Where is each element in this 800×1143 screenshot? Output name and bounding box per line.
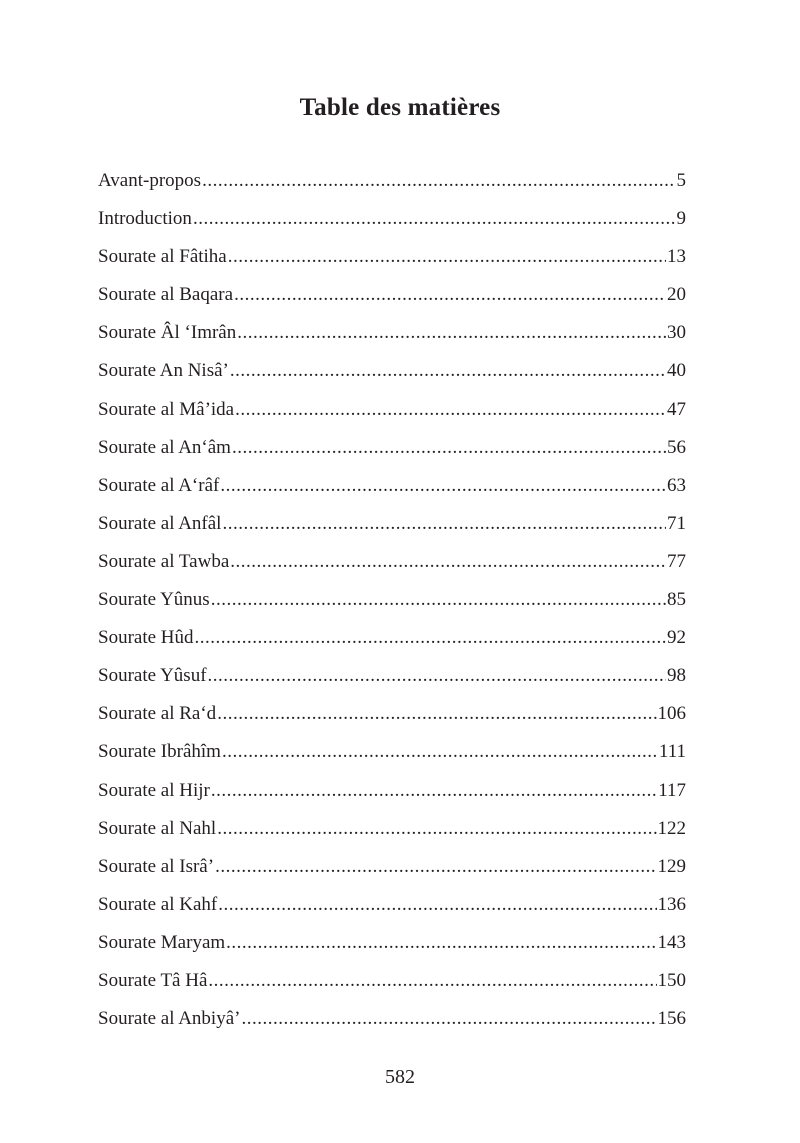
- toc-entry-label: Introduction: [98, 208, 192, 230]
- toc-entry: [98, 429, 686, 467]
- toc-dot-leader: [217, 695, 656, 733]
- toc-dot-leader: [232, 429, 666, 467]
- toc-entry-page: 47: [667, 398, 686, 420]
- toc-entry-page: 56: [667, 436, 686, 458]
- toc-entry-label: Sourate al Tawba: [98, 550, 230, 572]
- toc-dot-leader: [230, 543, 666, 581]
- page-title: Table des matières: [299, 94, 501, 121]
- toc-entry-label: Sourate al Baqara: [98, 284, 234, 306]
- toc-entry-page: 71: [667, 512, 686, 534]
- table-of-contents: [98, 162, 686, 1038]
- toc-dot-leader: [241, 1000, 656, 1038]
- toc-dot-leader: [208, 657, 666, 695]
- toc-entry-page: 5: [676, 170, 686, 191]
- toc-entry-label: Sourate al A‘râf: [98, 474, 220, 496]
- toc-dot-leader: [220, 467, 666, 505]
- toc-entry-label: Sourate Maryam: [98, 931, 226, 953]
- toc-entry: [98, 733, 686, 771]
- toc-entry-label: Sourate al Isrâ’: [98, 855, 215, 877]
- toc-entry-label: Sourate al Nahl: [98, 817, 217, 839]
- toc-entry-page: 111: [658, 741, 686, 763]
- toc-dot-leader: [228, 238, 666, 276]
- toc-entry-page: 150: [657, 969, 686, 991]
- toc-dot-leader: [222, 505, 666, 543]
- toc-entry: [98, 924, 686, 962]
- toc-entry-label: Sourate Yûnus: [98, 589, 210, 611]
- toc-entry: [98, 200, 686, 238]
- toc-entry-label: Sourate al An‘âm: [98, 436, 231, 458]
- toc-entry: [98, 352, 686, 390]
- toc-entry-page: 13: [667, 246, 686, 268]
- page-number: 582: [385, 1066, 415, 1088]
- toc-entry: [98, 848, 686, 886]
- toc-entry-label: Sourate Hûd: [98, 627, 194, 649]
- toc-dot-leader: [217, 810, 656, 848]
- toc-dot-leader: [208, 962, 656, 1000]
- toc-entry-page: 106: [657, 703, 686, 725]
- toc-dot-leader: [230, 352, 666, 390]
- toc-dot-leader: [237, 314, 666, 352]
- toc-entry-page: 98: [667, 665, 686, 687]
- toc-entry: [98, 467, 686, 505]
- toc-dot-leader: [234, 276, 666, 314]
- toc-entry: [98, 276, 686, 314]
- toc-entry-label: Sourate al Kahf: [98, 893, 218, 915]
- toc-entry-page: 30: [667, 322, 686, 344]
- toc-entry: [98, 810, 686, 848]
- toc-entry-label: Avant-propos: [98, 170, 202, 191]
- toc-dot-leader: [215, 848, 656, 886]
- toc-entry-page: 122: [657, 817, 686, 839]
- toc-entry-page: 117: [658, 779, 686, 801]
- toc-dot-leader: [211, 772, 657, 810]
- toc-entry: [98, 391, 686, 429]
- toc-entry: [98, 619, 686, 657]
- toc-entry-label: Sourate al Ra‘d: [98, 703, 217, 725]
- toc-entry-label: Sourate al Mâ’ida: [98, 398, 235, 420]
- toc-entry-page: 40: [667, 360, 686, 382]
- toc-dot-leader: [195, 619, 666, 657]
- toc-entry-label: Sourate Ibrâhîm: [98, 741, 221, 763]
- toc-entry: [98, 162, 686, 200]
- toc-entry-label: Sourate al Fâtiha: [98, 246, 227, 268]
- toc-entry: [98, 772, 686, 810]
- toc-entry-page: 143: [657, 931, 686, 953]
- toc-dot-leader: [211, 581, 666, 619]
- toc-entry-label: Sourate Âl ‘Imrân: [98, 322, 237, 344]
- toc-entry-page: 129: [657, 855, 686, 877]
- toc-entry-label: Sourate Yûsuf: [98, 665, 207, 687]
- toc-entry: [98, 238, 686, 276]
- toc-dot-leader: [193, 200, 676, 238]
- toc-entry-label: Sourate al Hijr: [98, 779, 210, 801]
- toc-entry-page: 156: [657, 1008, 686, 1030]
- toc-dot-leader: [218, 886, 656, 924]
- toc-dot-leader: [235, 391, 666, 429]
- toc-entry: [98, 543, 686, 581]
- toc-entry: [98, 581, 686, 619]
- toc-entry-label: Sourate al Anfâl: [98, 512, 222, 534]
- toc-entry-label: Sourate Tâ Hâ: [98, 969, 208, 991]
- toc-entry-page: 85: [667, 589, 686, 611]
- toc-entry-page: 136: [657, 893, 686, 915]
- toc-entry-label: Sourate al Anbiyâ’: [98, 1008, 241, 1030]
- toc-entry-page: 77: [667, 550, 686, 572]
- toc-entry: [98, 314, 686, 352]
- toc-entry-page: 92: [667, 627, 686, 649]
- toc-entry-label: Sourate An Nisâ’: [98, 360, 229, 382]
- toc-entry: [98, 657, 686, 695]
- toc-entry-page: 9: [676, 208, 686, 230]
- toc-entry-page: 63: [667, 474, 686, 496]
- toc-entry: [98, 1000, 686, 1038]
- toc-dot-leader: [202, 162, 675, 200]
- toc-entry-page: 20: [667, 284, 686, 306]
- toc-entry: [98, 962, 686, 1000]
- toc-dot-leader: [222, 733, 658, 771]
- toc-entry: [98, 886, 686, 924]
- toc-entry: [98, 505, 686, 543]
- toc-entry: [98, 695, 686, 733]
- toc-dot-leader: [226, 924, 656, 962]
